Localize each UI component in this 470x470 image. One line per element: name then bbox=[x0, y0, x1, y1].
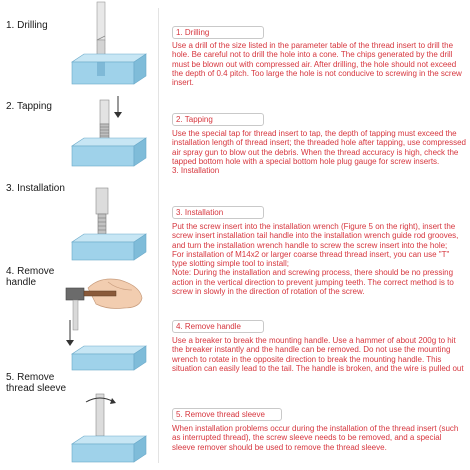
section-2-body: Use the special tap for thread insert to tap, the depth of tapping must exceed the installation length of thread insert; the threaded hole after tapping, use compressed air spray gun to blow out the debris. When the thread accuracy is high, check the tapped bottom hole with a special bottom hole plug gauge for screw inserts. 3. Installation bbox=[172, 129, 466, 176]
section-3-title: 3. Installation bbox=[172, 206, 264, 219]
drilling-illustration bbox=[0, 0, 158, 92]
step-4-label-line-1: 4. Remove bbox=[6, 266, 55, 277]
step-3-label: 3. Installation bbox=[6, 183, 65, 194]
section-4-body: Use a breaker to break the mounting handle. Use a hammer of about 200g to hit the breaker instantly and the handle can be removed. Do not use the mounting wrench to rotate in the opposite direction to break the mounting handle. This situation can easily lead to the tail. The handle is broken, and the wire is pulled out bbox=[172, 336, 464, 373]
section-1-title: 1. Drilling bbox=[172, 26, 264, 39]
section-5-body: When installation problems occur during the installation of the thread insert (such as interrupted thread), the screw sleeve needs to be removed, and a special sleeve remover should be used to remove the thread sleeve. bbox=[172, 424, 459, 452]
remove-handle-illustration bbox=[0, 262, 158, 372]
step-4-label-line-2: handle bbox=[6, 277, 37, 288]
instructions-column bbox=[166, 0, 466, 470]
step-2-label: 2. Tapping bbox=[6, 101, 52, 112]
step-5-label-line-2: thread sleeve bbox=[6, 383, 67, 394]
section-1-body: Use a drill of the size listed in the parameter table of the thread insert to drill the hole. Be careful not to drill the hole into a cone. The chips generated by the drill must be blown out with compressed air. After drilling, the hole should not exceed the depth of 0.4 pitch. Too large the hole is not conducive to screwing in the screw insert. bbox=[172, 41, 462, 88]
section-2-title: 2. Tapping bbox=[172, 113, 264, 126]
installation-illustration bbox=[0, 172, 158, 262]
illustration-column bbox=[0, 0, 158, 470]
section-4-title: 4. Remove handle bbox=[172, 320, 264, 333]
remove-sleeve-illustration bbox=[0, 372, 158, 466]
column-divider bbox=[158, 8, 159, 463]
section-3-body: Put the screw insert into the installation wrench (Figure 5 on the right), insert the screw insert installation tail handle into the installation wrench guide rod grooves, and turn the installation wrench handle to screw the screw insert into the hole; For installation of M14x2 or larger coarse thread thread insert, you can use "T" type slotting simple tool to install; Note: During the installation and screwing process, there should be no pressing action in the vertical direction to prevent jumping teeth. The correct method is to screw in slowly in the direction of rotation of the screw. bbox=[172, 222, 459, 297]
section-5-title: 5. Remove thread sleeve bbox=[172, 408, 282, 421]
step-1-label: 1. Drilling bbox=[6, 20, 48, 31]
step-5-label-line-1: 5. Remove bbox=[6, 372, 55, 383]
tapping-illustration bbox=[0, 92, 158, 172]
